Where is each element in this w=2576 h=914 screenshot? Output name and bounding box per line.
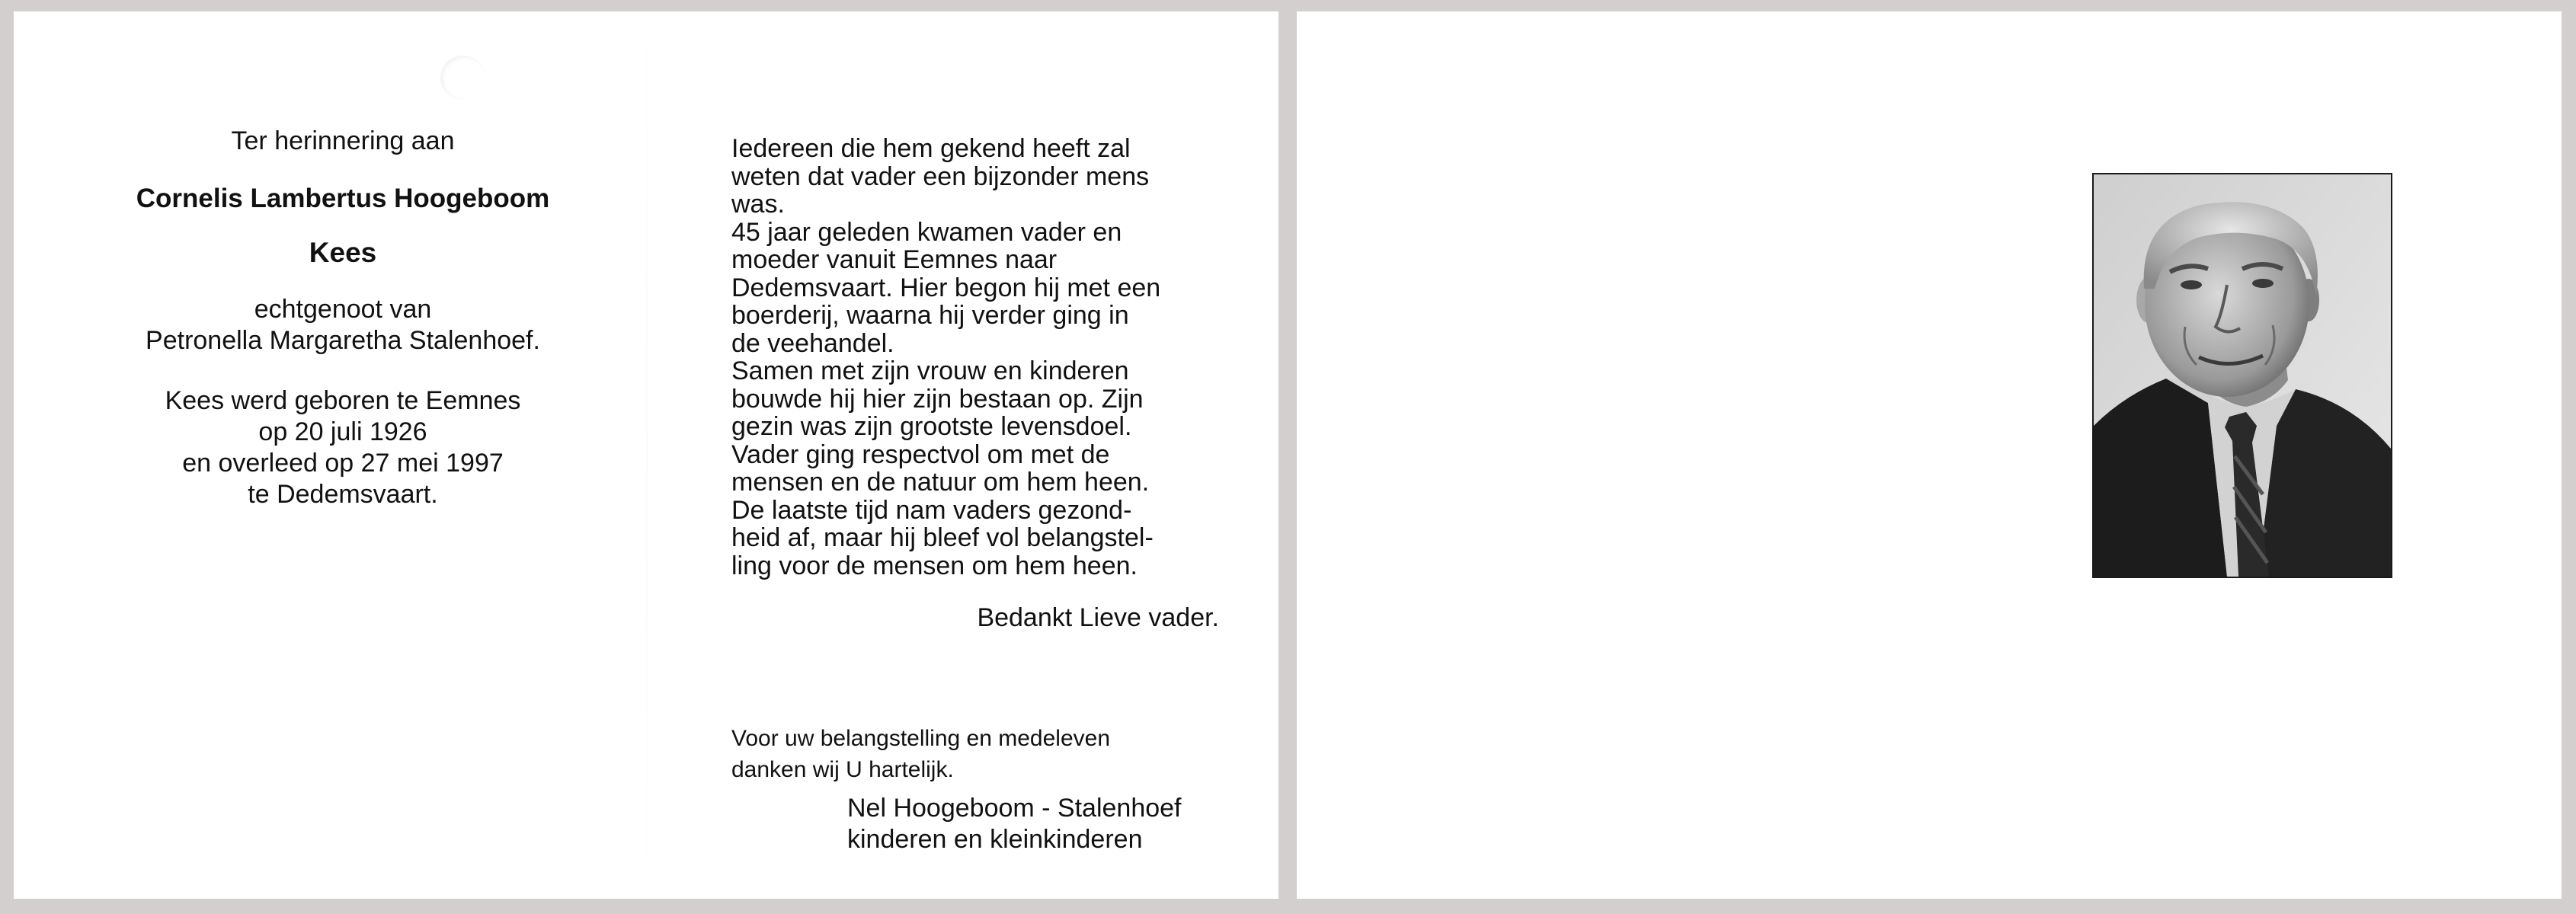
tribute-line: boerderij, waarna hij verder ging in [731,301,1129,330]
tribute-line: Vader ging respectvol om met de [731,439,1110,469]
memorial-details [76,126,610,510]
spouse-name: Petronella Margaretha Stalenhoef. [146,326,540,355]
spouse-block [76,294,610,356]
tribute-line: Samen met zijn vrouw en kinderen [731,356,1129,385]
tribute-line: was. [731,190,785,219]
signer-line: Nel Hoogeboom - Stalenhoef [847,794,1182,823]
tribute-text [731,135,1219,632]
life-line: op 20 juli 1926 [258,417,427,446]
acknowledgement-line: Voor uw belangstelling en medeleven [731,726,1111,751]
tribute-line: 45 jaar geleden kwamen vader en [731,217,1122,247]
tribute-line: mensen en de natuur om hem heen. [731,468,1150,497]
tribute-line: heid af, maar hij bleef vol belangstel- [731,523,1154,552]
paper-dent [440,56,486,100]
acknowledgement-block [731,723,1219,855]
signers-block [731,793,1219,855]
memorial-card-cover [1297,11,2562,899]
tribute-line: Dedemsvaart. Hier begon hij met een [731,273,1161,302]
tribute-line: De laatste tijd nam vaders gezond- [731,495,1132,525]
closing-thanks: Bedankt Lieve vader. [977,603,1219,632]
deceased-full-name: Cornelis Lambertus Hoogeboom [136,184,550,213]
tribute-line: bouwde hij hier zijn bestaan op. Zijn [731,384,1144,414]
tribute-line: weten dat vader een bijzonder mens [731,161,1150,191]
life-dates-block [76,385,610,510]
intro-text: Ter herinnering aan [231,126,455,155]
deceased-nickname: Kees [309,237,377,268]
portrait-photo [2092,173,2392,578]
life-line: te Dedemsvaart. [248,480,438,509]
life-line: Kees werd geboren te Eemnes [165,386,521,415]
tribute-line: moeder vanuit Eemnes naar [731,245,1058,274]
signer-line: kinderen en kleinkinderen [847,825,1143,854]
tribute-line: Iedereen die hem gekend heeft zal [731,134,1131,163]
portrait-illustration [2094,174,2391,577]
tribute-line: de veehandel. [731,328,894,358]
life-line: en overleed op 27 mei 1997 [182,449,504,478]
acknowledgement-line: danken wij U hartelijk. [731,757,954,782]
card-fold [646,11,648,899]
tribute-line: ling voor de mensen om hem heen. [731,551,1138,580]
tribute-line: gezin was zijn grootste levensdoel. [731,412,1132,441]
spouse-label: echtgenoot van [254,295,432,324]
memorial-card-inside [14,11,1278,899]
